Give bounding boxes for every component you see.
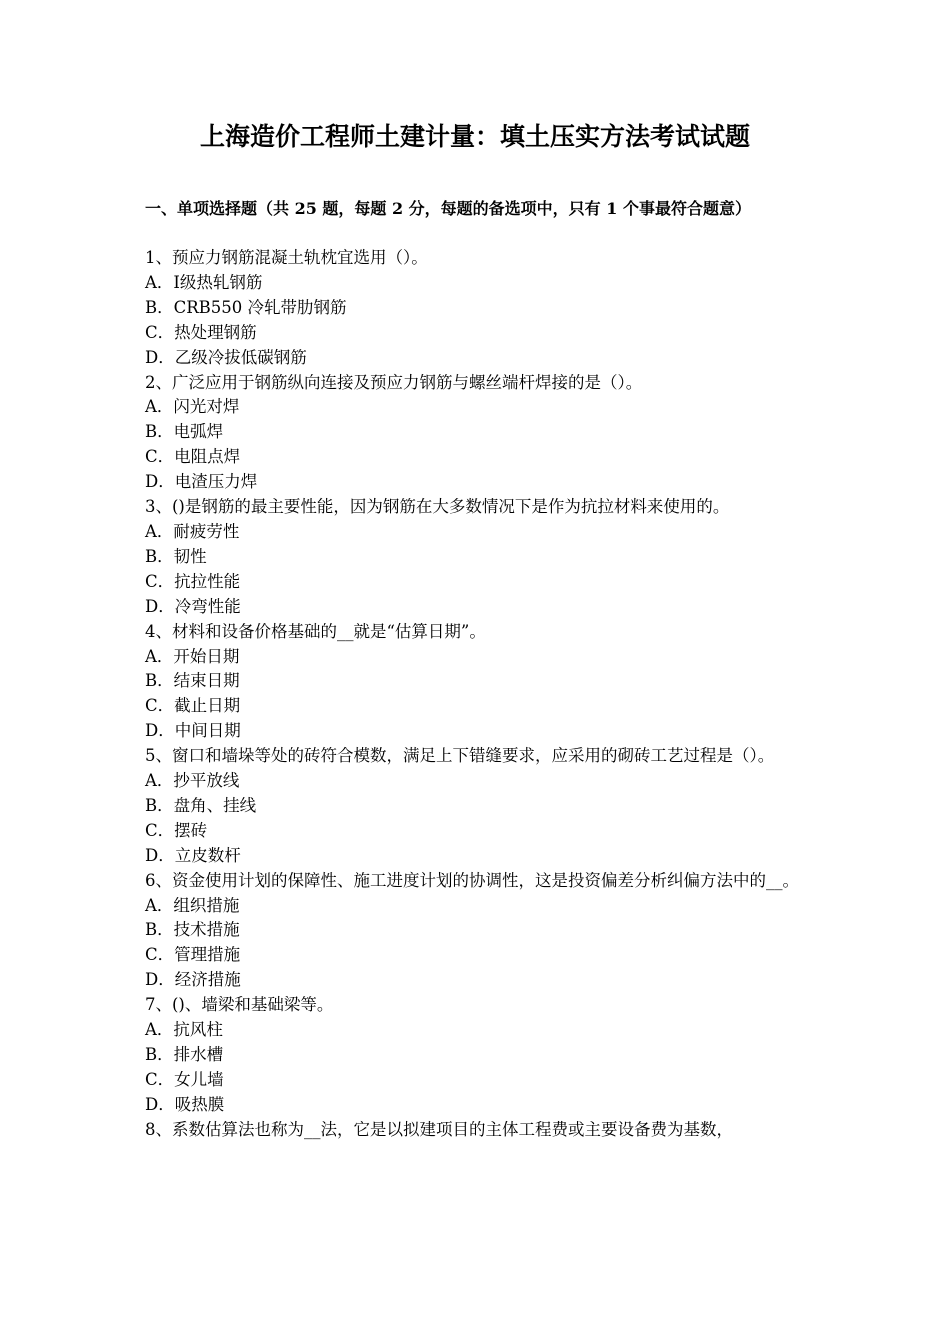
answer-option: D．电渣压力焊 — [145, 472, 258, 492]
answer-option: D．吸热膜 — [145, 1094, 225, 1114]
question-block — [145, 1118, 810, 1143]
answer-option: B．韧性 — [145, 546, 207, 566]
answer-option: B．盘角、挂线 — [145, 795, 257, 815]
answer-option: A．耐疲劳性 — [145, 521, 240, 541]
answer-option: B．排水槽 — [145, 1045, 224, 1064]
answer-option: C．摆砖 — [145, 820, 208, 840]
answer-option: A．抄平放线 — [145, 771, 240, 791]
answer-option: B．技术措施 — [145, 920, 240, 940]
question-block — [145, 495, 810, 620]
question-block — [145, 371, 810, 496]
answer-option: B．CRB550 冷轧带肋钢筋 — [145, 297, 347, 317]
question-stem: 5、窗口和墙垛等处的砖符合模数，满足上下错缝要求，应采用的砌砖工艺过程是（）。 — [145, 746, 775, 766]
answer-option: D．经济措施 — [145, 970, 241, 990]
answer-option: D．乙级冷拔低碳钢筋 — [145, 347, 307, 367]
question-stem: 3、()是钢筋的最主要性能，因为钢筋在大多数情况下是作为抗拉材料来使用的。 — [145, 497, 730, 517]
answer-option: A．Ⅰ级热轧钢筋 — [145, 272, 263, 292]
question-list — [145, 246, 810, 1143]
answer-option: C．管理措施 — [145, 945, 241, 965]
answer-option: C．截止日期 — [145, 696, 241, 716]
question-block — [145, 744, 810, 869]
question-block — [145, 246, 810, 371]
question-stem: 2、广泛应用于钢筋纵向连接及预应力钢筋与螺丝端杆焊接的是（）。 — [145, 372, 643, 392]
section-heading: 一、单项选择题（共 25 题，每题 2 分，每题的备选项中，只有 1 个事最符合题意） — [145, 199, 751, 218]
answer-option: D．中间日期 — [145, 721, 241, 741]
answer-option: D．冷弯性能 — [145, 596, 241, 616]
answer-option: A．组织措施 — [145, 895, 240, 915]
answer-option: A．抗风柱 — [145, 1020, 223, 1040]
question-block — [145, 620, 810, 745]
answer-option: B．结束日期 — [145, 671, 240, 691]
question-block — [145, 869, 810, 994]
answer-option: C．热处理钢筋 — [145, 322, 257, 342]
question-stem: 7、()、墙梁和基础梁等。 — [145, 995, 334, 1015]
question-block — [145, 993, 810, 1118]
answer-option: A．开始日期 — [145, 646, 240, 666]
page-title: 上海造价工程师土建计量：填土压实方法考试试题 — [199, 122, 750, 151]
answer-option: A．闪光对焊 — [145, 397, 240, 417]
answer-option: C．抗拉性能 — [145, 571, 241, 591]
answer-option: B．电弧焊 — [145, 422, 224, 442]
question-stem: 1、预应力钢筋混凝土轨枕宜选用（）。 — [145, 248, 428, 267]
answer-option: C．女儿墙 — [145, 1069, 224, 1089]
question-stem: 6、资金使用计划的保障性、施工进度计划的协调性，这是投资偏差分析纠偏方法中的__。 — [145, 870, 799, 890]
answer-option: C．电阻点焊 — [145, 447, 241, 467]
question-stem: 8、系数估算法也称为__法，它是以拟建项目的主体工程费或主要设备费为基数， — [145, 1119, 733, 1139]
answer-option: D．立皮数杆 — [145, 845, 241, 865]
question-stem: 4、材料和设备价格基础的__就是“估算日期”。 — [145, 621, 486, 641]
